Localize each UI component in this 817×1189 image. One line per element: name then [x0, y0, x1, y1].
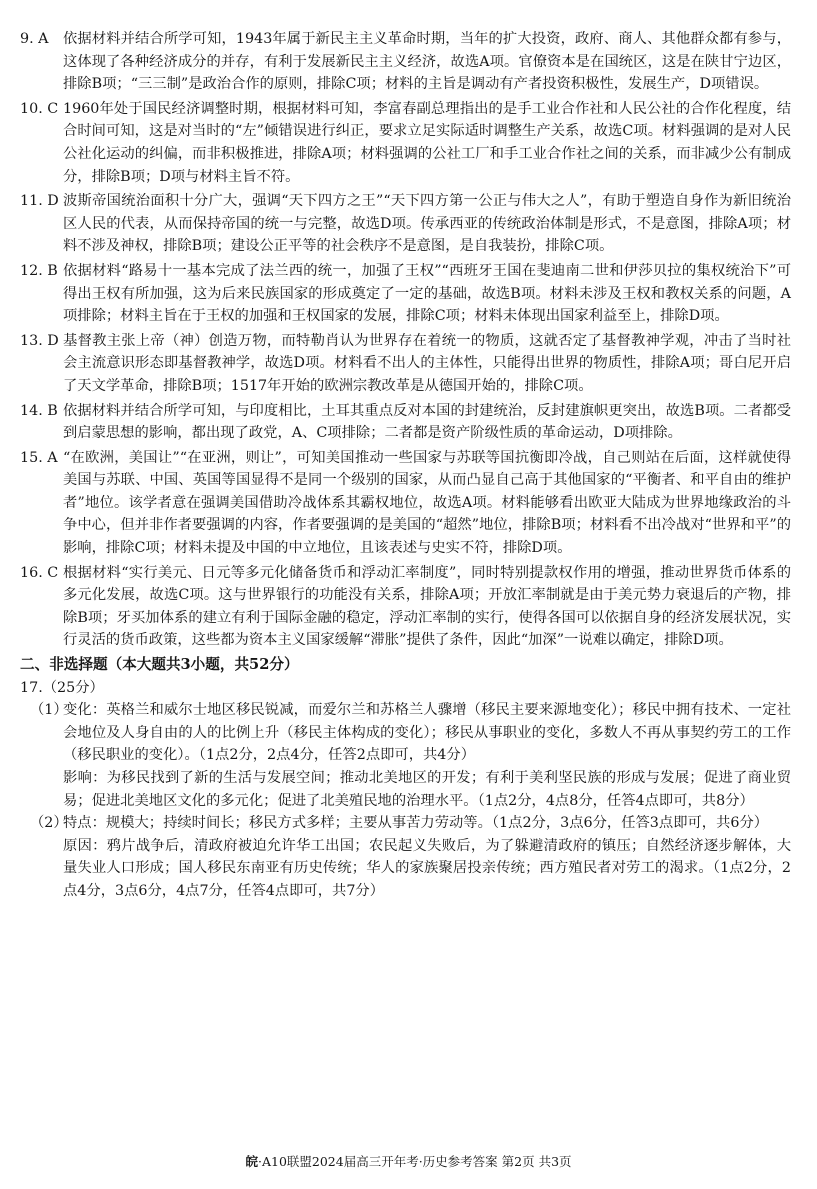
answer-item — [0, 190, 817, 258]
answer-number: 15. A — [20, 449, 58, 466]
answer-number: 10. C — [20, 100, 59, 117]
answer-number: 9. A — [20, 31, 49, 47]
answer-number: 11. D — [20, 193, 59, 210]
part-1-effects: 影响：为移民找到了新的生活与发展空间；推动北美地区的开发；有利于美利坚民族的形成与发展；促进了商业贸易；促进北美地区文化的多元化；促进了北美殖民地的治理水平。（1点2分，4点8分，任答4点即可，共8分） — [63, 770, 791, 809]
answer-number: 16. C — [20, 564, 59, 581]
answer-number: 13. D — [20, 332, 59, 349]
part-number: （2） — [30, 815, 68, 832]
part-1-changes: 变化：英格兰和威尔士地区移民锐减，而爱尔兰和苏格兰人骤增（移民主要来源地变化）；移民中拥有技术、一定社会地位及人身自由的人的比例上升（移民主体构成的变化）；移民从事职业的变化，多数人不再从事契约劳工的工作（移民职业的变化）。（1点2分，2点4分，任答2点即可，共4分） — [63, 702, 791, 764]
answer-explanation: 基督教主张上帝（神）创造万物，而特勒肖认为世界存在着统一的物质，这就否定了基督教神学观，冲击了当时社会主流意识形态即基督教神学，故选D项。材料看不出人的主体性，只能得出世界的物质性，排除A项；哥白尼开启了天文学革命，排除B项；1517年开始的欧洲宗教改革是从德国开始的，排除C项。 — [63, 332, 791, 394]
answer-item — [0, 562, 817, 652]
answer-explanation: 依据材料“路易十一基本完成了法兰西的统一，加强了王权”“西班牙王国在斐迪南二世和伊莎贝拉的集权统治下”可得出王权有所加强，这为后来民族国家的形成奠定了一定的基础，故选B项。材料未涉及王权和教权关系的问题，A项排除；材料主旨在于王权的加强和王权国家的发展，排除C项；材料未体现出国家利益至上，排除D项。 — [63, 262, 791, 325]
answer-explanation: 依据材料并结合所学可知，1943年属于新民主主义革命时期，当年的扩大投资，政府、商人、其他群众都有参与，这体现了各种经济成分的并存，有利于发展新民主主义经济，故选A项。官僚资本是在国统区，这是在陕甘宁边区，排除B项；“三三制”是政治合作的原则，排除C项；材料的主旨是调动有产者投资积极性，发展生产，D项错误。 — [63, 31, 791, 93]
part-2-features: 特点：规模大；持续时间长；移民方式多样；主要从事苦力劳动等。（1点2分，3点6分，任答3点即可，共6分） — [63, 815, 769, 832]
answer-number: 12. B — [20, 262, 58, 279]
answer-item — [0, 447, 817, 560]
answer-explanation: 1960年处于国民经济调整时期，根据材料可知，李富春副总理指出的是手工业合作社和人民公社的合作化程度，结合时间可知，这是对当时的“左”倾错误进行纠正，要求立足实际适时调整生产关系，故选C项。材料强调的是对人民公社化运动的纠偏，而非积极推进，排除A项；材料强调的公社工厂和手工业合作社之间的关系，而非减少公有制成分，排除B项；D项与材料主旨不符。 — [63, 100, 791, 185]
answer-item — [0, 400, 817, 445]
answer-item — [0, 28, 817, 96]
answer-item — [0, 98, 817, 188]
answer-explanation: 依据材料并结合所学可知，与印度相比，土耳其重点反对本国的封建统治，反封建旗帜更突出，故选B项。二者都受到启蒙思想的影响，都出现了政党，A、C项排除；二者都是资产阶级性质的革命运动，D项排除。 — [63, 402, 791, 442]
question-17-part-1 — [0, 699, 817, 767]
question-17-part-2 — [0, 812, 817, 835]
answer-number: 14. B — [20, 402, 58, 419]
publisher-logo: 皖 — [245, 1154, 258, 1169]
answer-list — [0, 28, 817, 903]
section-title: 二、非选择题（本大题共3小题，共52分） — [20, 656, 299, 674]
page-footer — [0, 1152, 817, 1170]
answer-item — [0, 330, 817, 398]
footer-text: ·A10联盟2024届高三开年考·历史参考答案 第2页 共3页 — [257, 1154, 572, 1169]
part-2-reasons: 原因：鸦片战争后，清政府被迫允许华工出国；农民起义失败后，为了躲避清政府的镇压；自然经济逐步解体，大量失业人口形成；国人移民东南亚有历史传统；华人的家族聚居投亲传统；西方殖民者对劳工的渴求。（1点2分，2点4分，3点6分，4点7分，任答4点即可，共7分） — [63, 837, 791, 899]
question-17-heading: 17.（25分） — [20, 679, 104, 696]
part-number: （1） — [30, 702, 68, 719]
answer-explanation: 波斯帝国统治面积十分广大，强调“天下四方之王”“天下四方第一公正与伟大之人”，有助于塑造自身作为新旧统治区人民的代表，从而保持帝国的统一与完整，故选D项。传承西亚的传统政治体制是形式，不是意图，排除A项；材料不涉及神权，排除B项；建设公正平等的社会秩序不是意图，是自我装扮，排除C项。 — [63, 193, 791, 255]
answer-explanation: 根据材料“实行美元、日元等多元化储备货币和浮动汇率制度”，同时特别提款权作用的增强，推动世界货币体系的多元化发展，故选C项。这与世界银行的功能没有关系，排除A项；开放汇率制就是由于美元势力衰退后的产物，排除B项；牙买加体系的建立有利于国际金融的稳定，浮动汇率制的实行，使得各国可以依据自身的经济发展状况，实行灵活的货币政策，这些都为资本主义国家缓解“滞胀”提供了条件，因此“加深”一说难以确定，排除D项。 — [63, 564, 791, 649]
answer-item — [0, 260, 817, 328]
answer-explanation: “在欧洲，美国让”“在亚洲，则让”，可知美国推动一些国家与苏联等国抗衡即冷战，自己则站在后面，这样就使得美国与苏联、中国、英国等国显得不是同一个级别的国家，从而凸显自己高于其他国家的“平衡者、和平自由的维护者”地位。该学者意在强调美国借助冷战体系其霸权地位，故选A项。材料能够看出欧亚大陆成为世界地缘政治的斗争中心，但并非作者要强调的内容，作者要强调的是美国的“超然”地位，排除B项；材料看不出冷战对“世界和平”的影响，排除C项；材料未提及中国的中立地位，且该表述与史实不符，排除D项。 — [63, 449, 791, 557]
